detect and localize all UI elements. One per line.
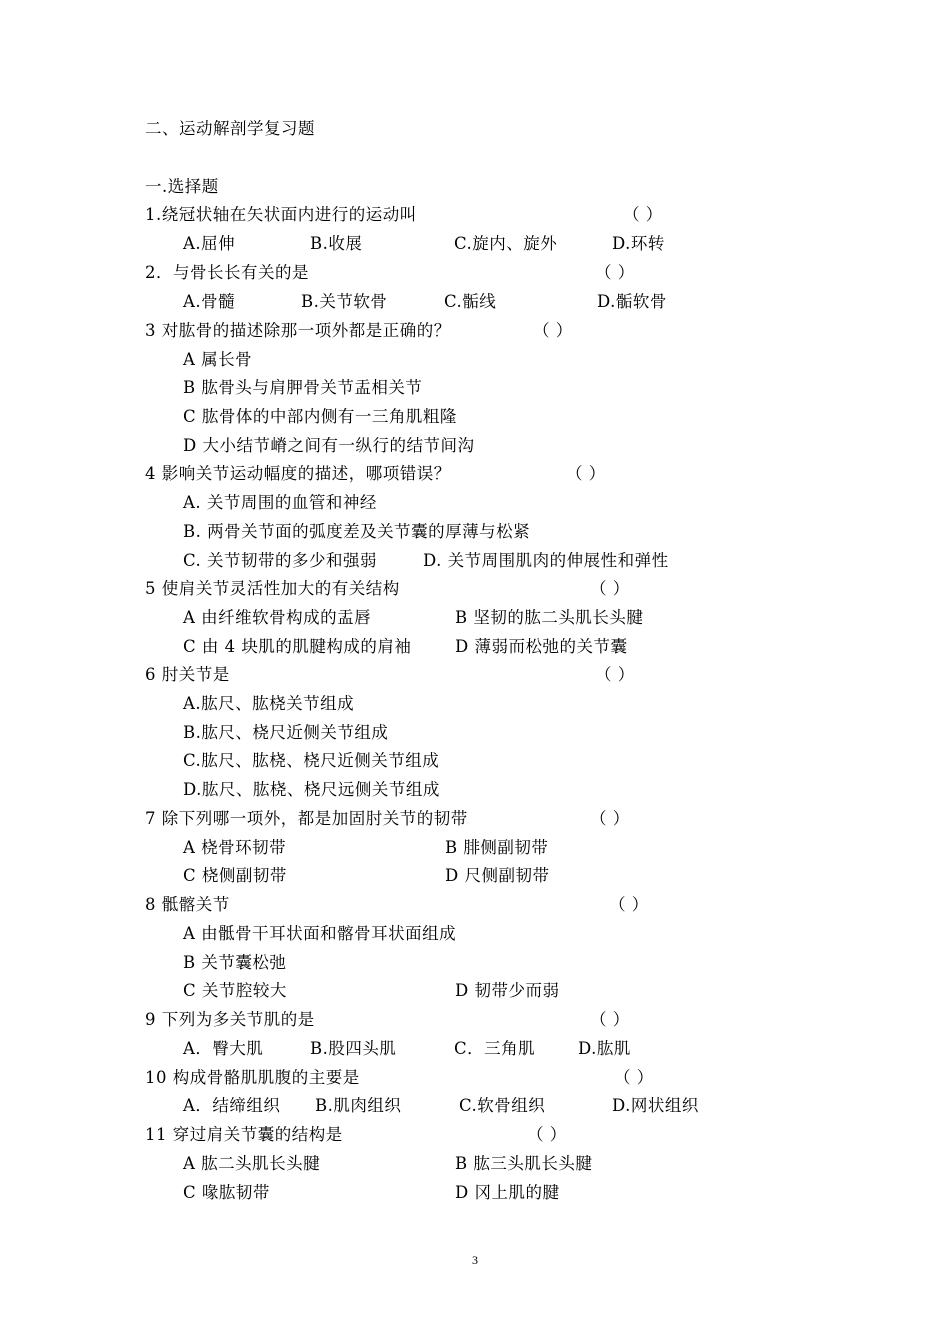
option: D.环转: [612, 234, 665, 253]
option: B.股四头肌: [310, 1039, 397, 1058]
question-stem: 9 下列为多关节肌的是: [145, 1010, 315, 1029]
answer-parentheses: （ ）: [609, 895, 649, 914]
answer-parentheses: （ ）: [590, 1010, 630, 1029]
answer-parentheses: （ ）: [595, 665, 635, 684]
question-stem: 3 对肱骨的描述除那一项外都是正确的？: [145, 321, 451, 340]
option: A．臀大肌: [183, 1039, 264, 1058]
option: B 腓侧副韧带: [445, 838, 549, 857]
option: A 属长骨: [183, 350, 253, 369]
option: D.网状组织: [612, 1096, 699, 1115]
option: C.肱尺、肱桡、桡尺近侧关节组成: [183, 751, 440, 770]
option: B.关节软骨: [301, 292, 388, 311]
answer-parentheses: （ ）: [590, 809, 630, 828]
option: D. 关节周围肌肉的伸展性和弹性: [423, 551, 669, 570]
option: B 关节囊松弛: [183, 953, 287, 972]
option: B.肌肉组织: [315, 1096, 402, 1115]
option: A.肱尺、肱桡关节组成: [183, 694, 355, 713]
option: C 桡侧副韧带: [183, 866, 287, 885]
question-stem: 10 构成骨骼肌肌腹的主要是: [145, 1068, 360, 1087]
option: C 喙肱韧带: [183, 1183, 270, 1202]
question-stem: 1.绕冠状轴在矢状面内进行的运动叫: [145, 205, 417, 224]
option: A.屈伸: [183, 234, 236, 253]
option: B 肱骨头与肩胛骨关节盂相关节: [183, 378, 423, 397]
option: A 桡骨环韧带: [183, 838, 287, 857]
answer-parentheses: （ ）: [595, 263, 635, 282]
question-stem: 11 穿过肩关节囊的结构是: [145, 1125, 343, 1144]
option: C．三角肌: [454, 1039, 536, 1058]
option: B. 两骨关节面的弧度差及关节囊的厚薄与松紧: [183, 522, 531, 541]
option: D.肱尺、肱桡、桡尺远侧关节组成: [183, 780, 440, 799]
answer-parentheses: （ ）: [590, 579, 630, 598]
answer-parentheses: （ ）: [614, 1068, 654, 1087]
answer-parentheses: （ ）: [527, 1125, 567, 1144]
document-heading: 二、运动解剖学复习题: [145, 119, 315, 138]
option: B 肱三头肌长头腱: [455, 1154, 593, 1173]
option: A.骨髓: [183, 292, 236, 311]
option: B.收展: [310, 234, 363, 253]
option: D 韧带少而弱: [455, 981, 560, 1000]
option: C. 关节韧带的多少和强弱: [183, 551, 378, 570]
page-number: 3: [472, 1253, 478, 1267]
option: D 薄弱而松弛的关节囊: [455, 637, 628, 656]
answer-parentheses: （ ）: [623, 205, 663, 224]
option: D 冈上肌的腱: [455, 1183, 560, 1202]
option: A 由纤维软骨构成的盂唇: [183, 608, 372, 627]
section-title: 一.选择题: [145, 177, 219, 196]
option: C 肱骨体的中部内侧有一三角肌粗隆: [183, 407, 457, 426]
question-stem: 4 影响关节运动幅度的描述，哪项错误？: [145, 464, 451, 483]
question-stem: 6 肘关节是: [145, 665, 230, 684]
option: C 由 4 块肌的肌腱构成的肩袖: [183, 637, 412, 656]
option: C.骺线: [444, 292, 497, 311]
question-stem: 5 使肩关节灵活性加大的有关结构: [145, 579, 400, 598]
option: C.软骨组织: [459, 1096, 546, 1115]
option: C.旋内、旋外: [454, 234, 558, 253]
answer-parentheses: （ ）: [566, 464, 606, 483]
question-stem: 8 骶髂关节: [145, 895, 230, 914]
option: A 由骶骨干耳状面和髂骨耳状面组成: [183, 924, 457, 943]
option: D 大小结节嵴之间有一纵行的结节间沟: [183, 436, 475, 455]
option: A. 关节周围的血管和神经: [183, 493, 377, 512]
option: A 肱二头肌长头腱: [183, 1154, 321, 1173]
question-stem: 2．与骨长长有关的是: [145, 263, 309, 282]
option: D.肱肌: [578, 1039, 631, 1058]
option: B 坚韧的肱二头肌长头腱: [455, 608, 644, 627]
option: A．结缔组织: [183, 1096, 281, 1115]
option: D 尺侧副韧带: [445, 866, 550, 885]
option: B.肱尺、桡尺近侧关节组成: [183, 723, 389, 742]
option: D.骺软骨: [597, 292, 667, 311]
option: C 关节腔较大: [183, 981, 287, 1000]
question-stem: 7 除下列哪一项外，都是加固肘关节的韧带: [145, 809, 468, 828]
answer-parentheses: （ ）: [533, 321, 573, 340]
